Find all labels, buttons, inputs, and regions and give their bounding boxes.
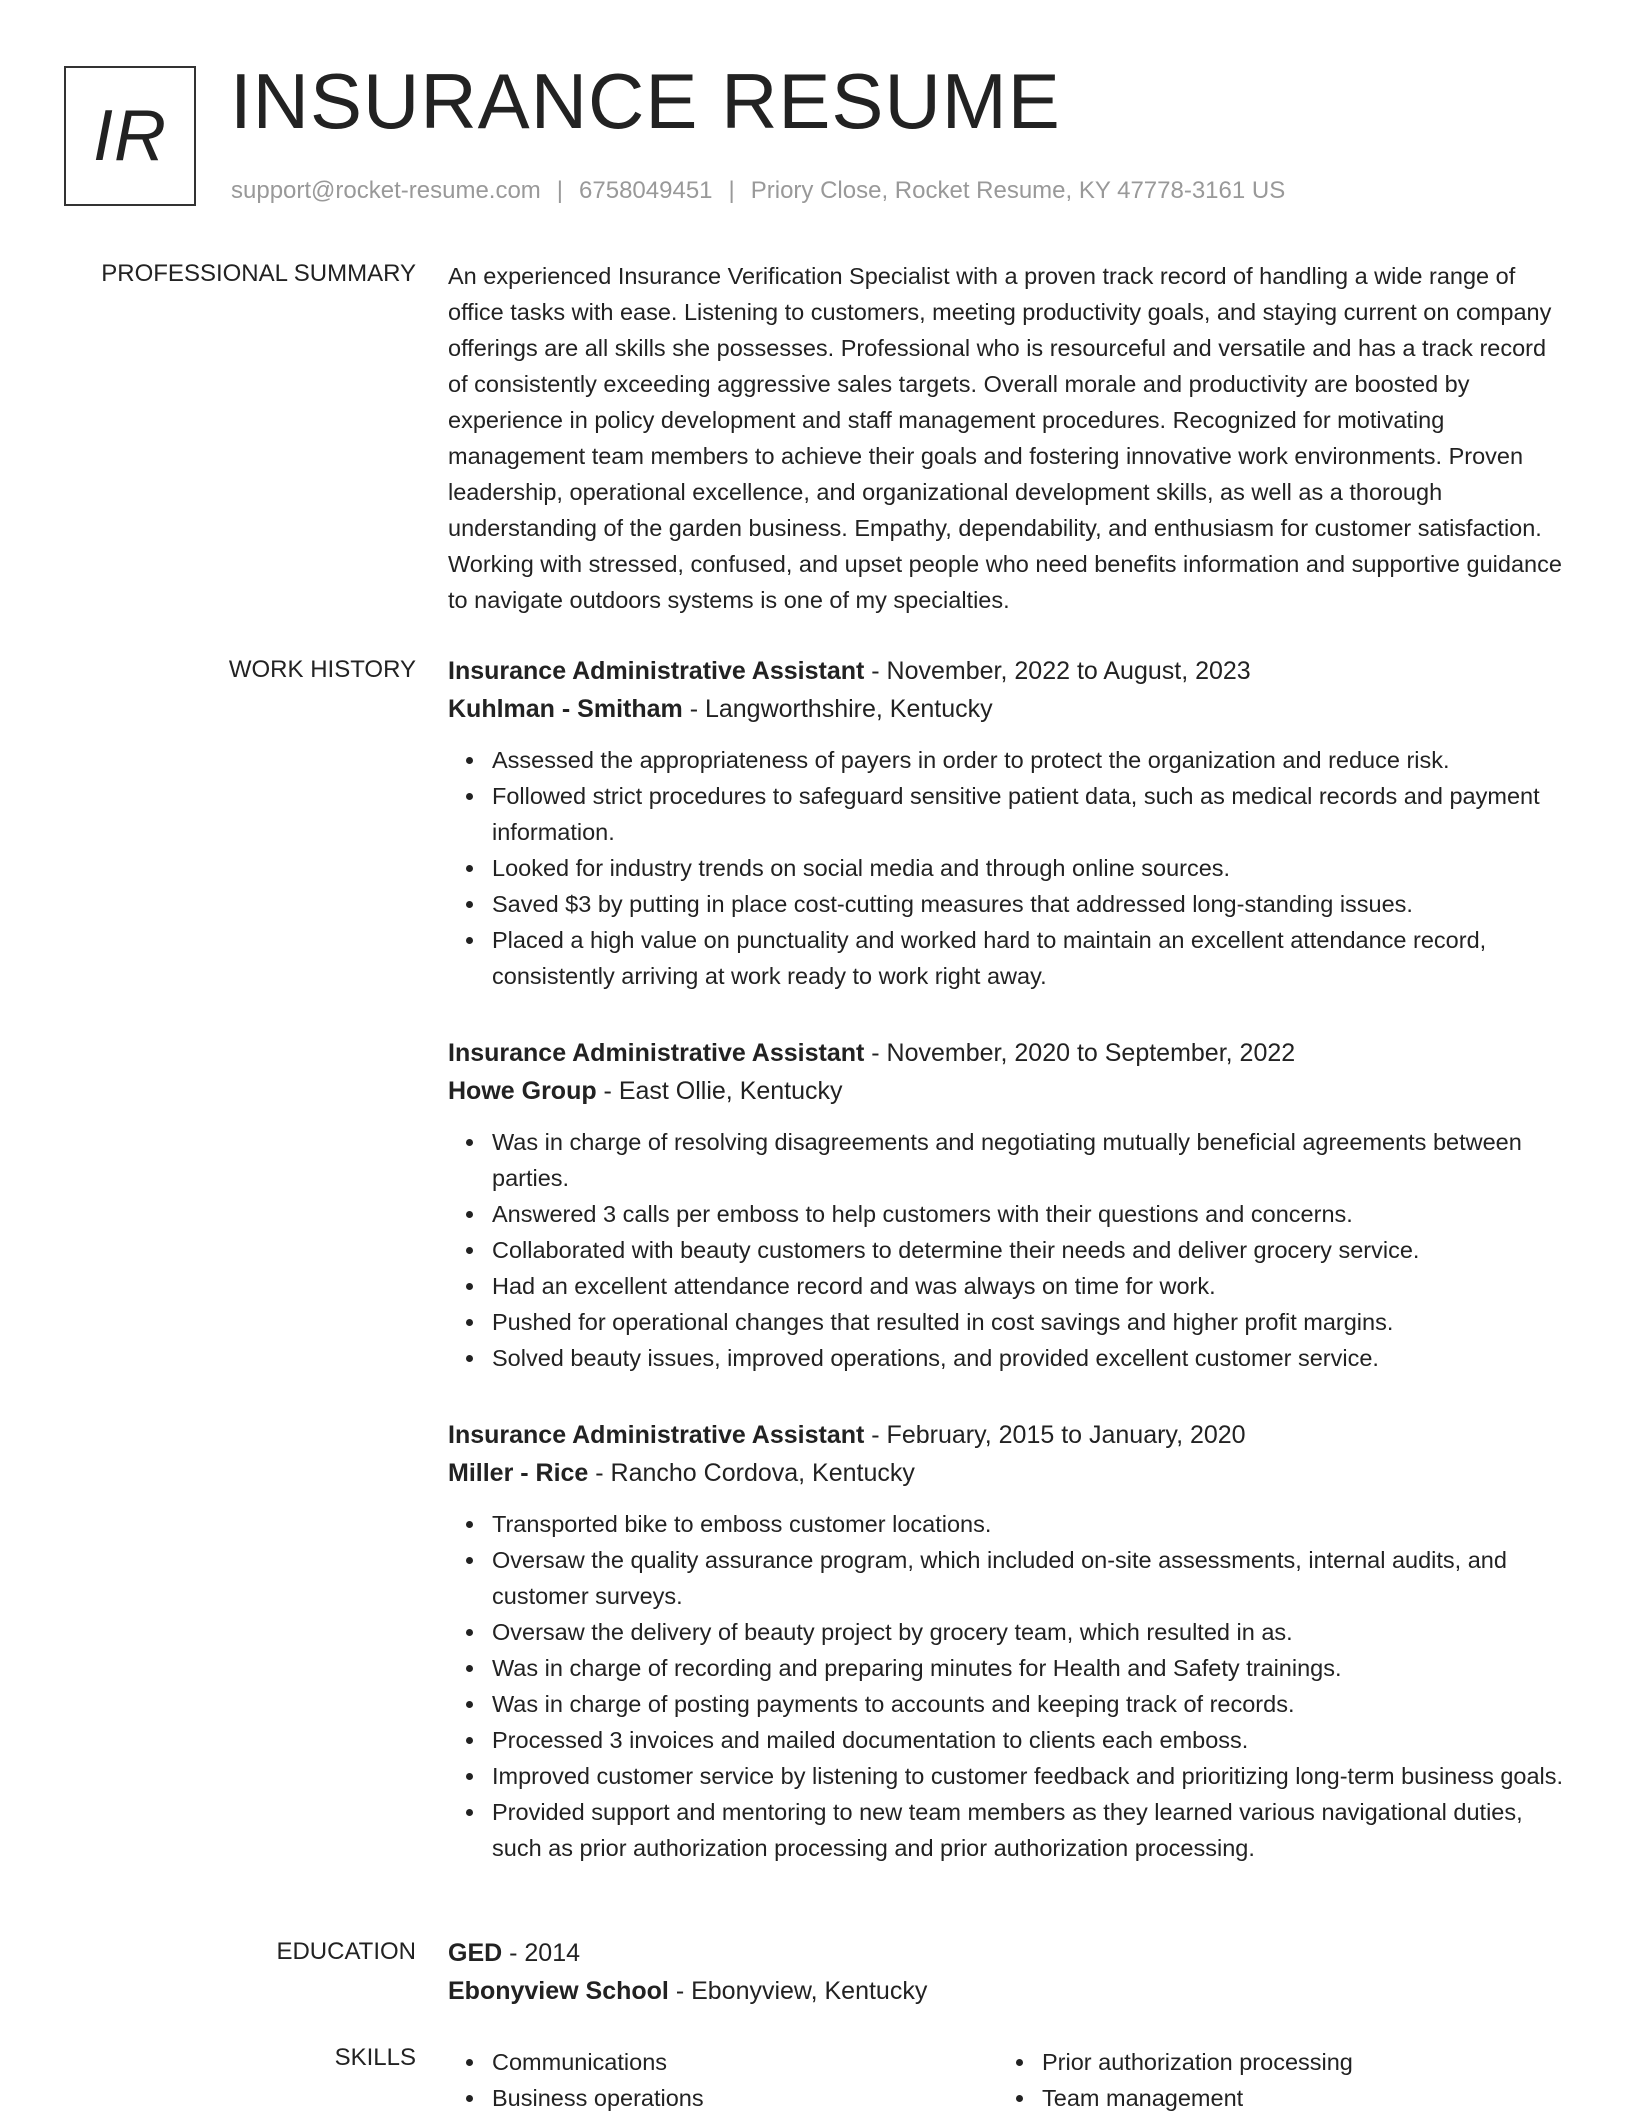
- list-item: Transported bike to emboss customer locations.: [492, 1506, 1568, 1542]
- resume-title: INSURANCE RESUME: [230, 57, 1061, 145]
- job-bullets: [448, 742, 1568, 994]
- job-title: Insurance Administrative Assistant: [448, 1421, 865, 1449]
- job-location: - Langworthshire, Kentucky: [682, 695, 993, 723]
- list-item: Placed a high value on punctuality and worked hard to maintain an excellent attendance record, consistently arriving at work ready to work right away.: [492, 922, 1568, 994]
- work-history-body: [448, 652, 1568, 1866]
- list-item: Answered 3 calls per emboss to help customers with their questions and concerns.: [492, 1196, 1568, 1232]
- skill-item: Team management: [1042, 2080, 1548, 2116]
- job-title: Insurance Administrative Assistant: [448, 657, 865, 685]
- contact-separator: |: [556, 177, 564, 204]
- list-item: Was in charge of resolving disagreements and negotiating mutually beneficial agreements between parties.: [492, 1124, 1568, 1196]
- education-body: [448, 1934, 1568, 2010]
- contact-line: [231, 177, 1285, 205]
- list-item: Provided support and mentoring to new team members as they learned various navigational duties, such as prior authorization processing and prior authorization processing.: [492, 1794, 1568, 1866]
- job-dates: - November, 2020 to September, 2022: [864, 1039, 1296, 1067]
- education-degree-line: [448, 1934, 1568, 1972]
- job-location: - East Ollie, Kentucky: [596, 1077, 843, 1105]
- list-item: Saved $3 by putting in place cost-cutting measures that addressed long-standing issues.: [492, 886, 1568, 922]
- section-label-education: EDUCATION: [276, 1938, 416, 1965]
- job-location: - Rancho Cordova, Kentucky: [588, 1459, 915, 1487]
- list-item: Solved beauty issues, improved operations, and provided excellent customer service.: [492, 1340, 1568, 1376]
- job-title: Insurance Administrative Assistant: [448, 1039, 865, 1067]
- list-item: Assessed the appropriateness of payers in order to protect the organization and reduce risk.: [492, 742, 1568, 778]
- job-company-line: [448, 1454, 1568, 1492]
- job-entry: [448, 1416, 1568, 1866]
- job-bullets: [448, 1506, 1568, 1866]
- job-company-line: [448, 1072, 1568, 1110]
- list-item: Oversaw the delivery of beauty project by grocery team, which resulted in as.: [492, 1614, 1568, 1650]
- list-item: Followed strict procedures to safeguard sensitive patient data, such as medical records and payment information.: [492, 778, 1568, 850]
- section-label-summary: PROFESSIONAL SUMMARY: [101, 260, 416, 287]
- skill-item: Business operations: [492, 2080, 998, 2116]
- skills-list-left: [448, 2044, 998, 2116]
- section-label-work-history: WORK HISTORY: [228, 656, 416, 683]
- list-item: Improved customer service by listening to customer feedback and prioritizing long-term business goals.: [492, 1758, 1568, 1794]
- contact-email[interactable]: support@rocket-resume.com: [231, 177, 541, 204]
- list-item: Oversaw the quality assurance program, which included on-site assessments, internal audits, and customer surveys.: [492, 1542, 1568, 1614]
- job-title-line: [448, 1034, 1568, 1072]
- list-item: Collaborated with beauty customers to determine their needs and deliver grocery service.: [492, 1232, 1568, 1268]
- education-degree: GED: [448, 1939, 503, 1967]
- list-item: Processed 3 invoices and mailed documentation to clients each emboss.: [492, 1722, 1568, 1758]
- contact-address: Priory Close, Rocket Resume, KY 47778-3161 US: [750, 177, 1286, 204]
- job-title-line: [448, 1416, 1568, 1454]
- list-item: Had an excellent attendance record and was always on time for work.: [492, 1268, 1568, 1304]
- skill-item: Prior authorization processing: [1042, 2044, 1548, 2080]
- skills-grid: [448, 2044, 1568, 2116]
- job-company-line: [448, 690, 1568, 728]
- section-label-skills: SKILLS: [334, 2044, 416, 2071]
- skill-item: Communications: [492, 2044, 998, 2080]
- job-bullets: [448, 1124, 1568, 1376]
- summary-body: [448, 258, 1568, 618]
- skills-list-right: [998, 2044, 1548, 2116]
- list-item: Pushed for operational changes that resulted in cost savings and higher profit margins.: [492, 1304, 1568, 1340]
- job-title-line: [448, 652, 1568, 690]
- education-school-line: [448, 1972, 1568, 2010]
- contact-separator: |: [728, 177, 735, 204]
- list-item: Looked for industry trends on social media and through online sources.: [492, 850, 1568, 886]
- job-dates: - November, 2022 to August, 2023: [864, 657, 1251, 685]
- monogram-logo: IR: [64, 66, 196, 206]
- job-entry: [448, 1034, 1568, 1376]
- education-location: - Ebonyview, Kentucky: [668, 1977, 928, 2005]
- education-school: Ebonyview School: [448, 1977, 669, 2005]
- education-year: - 2014: [502, 1939, 581, 1967]
- summary-text: An experienced Insurance Verification Specialist with a proven track record of handling a wide range of office tasks with ease. Listening to customers, meeting productivity goals, and staying current on company offerings are all skills she possesses. Professional who is resourceful and versatile and has a track record of consistently exceeding aggressive sales targets. Overall morale and productivity are boosted by experience in policy development and staff management procedures. Recognized for motivating management team members to achieve their goals and fostering innovative work environments. Proven leadership, operational excellence, and organizational development skills, as well as a thorough understanding of the garden business. Empathy, dependability, and enthusiasm for customer satisfaction. Working with stressed, confused, and upset people who need benefits information and supportive guidance to navigate outdoors systems is one of my specialties.: [448, 263, 1562, 613]
- job-company: Howe Group: [448, 1077, 597, 1105]
- job-company: Kuhlman - Smitham: [448, 695, 683, 723]
- list-item: Was in charge of posting payments to accounts and keeping track of records.: [492, 1686, 1568, 1722]
- list-item: Was in charge of recording and preparing minutes for Health and Safety trainings.: [492, 1650, 1568, 1686]
- job-entry: [448, 652, 1568, 994]
- skills-body: [448, 2044, 1568, 2116]
- job-dates: - February, 2015 to January, 2020: [864, 1421, 1246, 1449]
- contact-phone[interactable]: 6758049451: [579, 177, 713, 204]
- job-company: Miller - Rice: [448, 1459, 589, 1487]
